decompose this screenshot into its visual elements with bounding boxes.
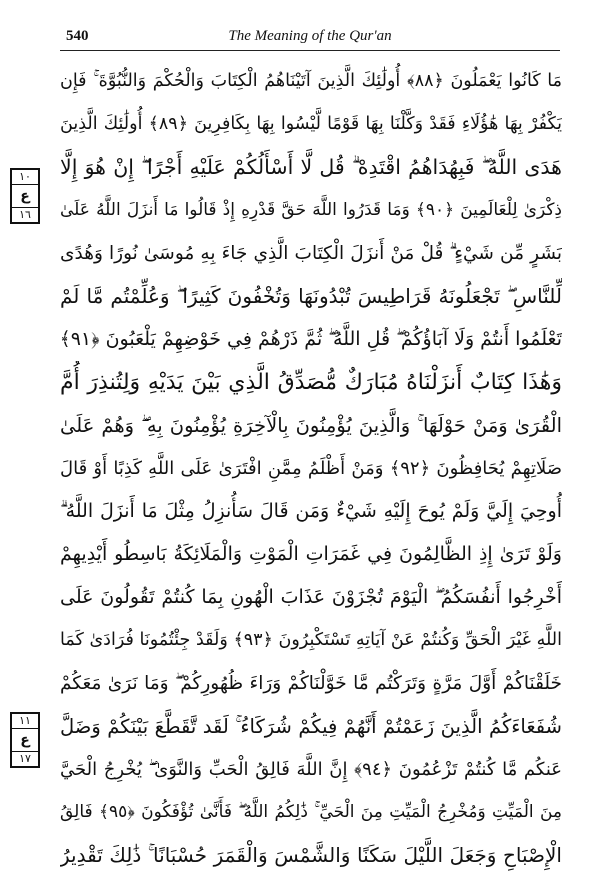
ruku-marker <box>10 712 40 768</box>
text-line: الْقُرَىٰ وَمَنْ حَوْلَهَا ۚ وَالَّذِينَ يُؤْمِنُونَ بِالْآخِرَةِ يُؤْمِنُونَ بِهِ ۖ وَهُمْ عَلَىٰ <box>60 414 562 437</box>
text-line: عَنكُم مَّا كُنتُمْ تَزْعُمُونَ ﴿٩٤﴾ إِنَّ اللَّهَ فَالِقُ الْحَبِّ وَالنَّوَىٰ ۖ يُخْرِجُ الْحَيَّ <box>60 759 562 780</box>
ruku-marker-top: ١١ <box>12 714 38 729</box>
arabic-text-body <box>60 60 562 867</box>
text-line: صَلَاتِهِمْ يُحَافِظُونَ ﴿٩٢﴾ وَمَنْ أَظْلَمُ مِمَّنِ افْتَرَىٰ عَلَى اللَّهِ كَذِبًا أَوْ قَالَ <box>60 458 562 479</box>
text-line: أُوحِيَ إِلَيَّ وَلَمْ يُوحَ إِلَيْهِ شَيْءٌ وَمَن قَالَ سَأُنزِلُ مِثْلَ مَا أَنزَلَ اللَّهُ ۗ <box>60 500 562 522</box>
ruku-marker-bottom: ١٦ <box>19 208 31 221</box>
text-line: وَهَٰذَا كِتَابٌ أَنزَلْنَاهُ مُبَارَكٌ مُّصَدِّقُ الَّذِي بَيْنَ يَدَيْهِ وَلِتُنذِرَ أُمَّ <box>60 370 562 395</box>
running-title: The Meaning of the Qur'an <box>228 28 392 44</box>
ruku-marker-bottom: ١٧ <box>19 752 31 765</box>
text-line: وَلَوْ تَرَىٰ إِذِ الظَّالِمُونَ فِي غَمَرَاتِ الْمَوْتِ وَالْمَلَائِكَةُ بَاسِطُو أَيْدِيهِمْ <box>60 543 562 565</box>
ruku-marker-symbol: ع <box>12 185 38 208</box>
text-line: تَعْلَمُوا أَنتُمْ وَلَا آبَاؤُكُمْ ۖ قُلِ اللَّهُ ۖ ثُمَّ ذَرْهُمْ فِي خَوْضِهِمْ يَلْعَبُونَ ﴿٩١﴾ <box>60 328 562 350</box>
text-line: مِنَ الْمَيِّتِ وَمُخْرِجُ الْمَيِّتِ مِنَ الْحَيِّ ۚ ذَٰلِكُمُ اللَّهُ ۖ فَأَنَّىٰ تُؤْفَكُونَ ﴿٩٥﴾ فَالِقُ <box>60 802 562 822</box>
text-line: لِّلنَّاسِ ۖ تَجْعَلُونَهُ قَرَاطِيسَ تُبْدُونَهَا وَتُخْفُونَ كَثِيرًا ۖ وَعُلِّمْتُم مَّا لَمْ <box>60 284 562 308</box>
text-line: الْإِصْبَاحِ وَجَعَلَ اللَّيْلَ سَكَنًا وَالشَّمْسَ وَالْقَمَرَ حُسْبَانًا ۚ ذَٰلِكَ تَقْدِيرُ <box>60 843 562 867</box>
text-line: يَكْفُرْ بِهَا هَٰؤُلَاءِ فَقَدْ وَكَّلْنَا بِهَا قَوْمًا لَّيْسُوا بِهَا بِكَافِرِينَ ﴿٨٩﴾ أُولَٰئِكَ الَّذِينَ <box>60 114 562 134</box>
text-line: أَخْرِجُوا أَنفُسَكُمُ ۖ الْيَوْمَ تُجْزَوْنَ عَذَابَ الْهُونِ بِمَا كُنتُمْ تَقُولُونَ عَلَى <box>60 586 562 608</box>
text-line: بَشَرٍ مِّن شَيْءٍ ۗ قُلْ مَنْ أَنزَلَ الْكِتَابَ الَّذِي جَاءَ بِهِ مُوسَىٰ نُورًا وَهُدًى <box>60 243 562 264</box>
text-line: هَدَى اللَّهُ ۖ فَبِهُدَاهُمُ اقْتَدِهْ ۗ قُل لَّا أَسْأَلُكُمْ عَلَيْهِ أَجْرًا ۖ إِنْ هُوَ إِلَّا <box>60 155 562 179</box>
text-line: اللَّهِ غَيْرَ الْحَقِّ وَكُنتُمْ عَنْ آيَاتِهِ تَسْتَكْبِرُونَ ﴿٩٣﴾ وَلَقَدْ جِئْتُمُونَا فُرَادَىٰ كَمَا <box>60 630 562 650</box>
text-line: شُفَعَاءَكُمُ الَّذِينَ زَعَمْتُمْ أَنَّهُمْ فِيكُمْ شُرَكَاءُ ۚ لَقَد تَّقَطَّعَ بَيْنَكُمْ وَضَلَّ <box>60 715 562 738</box>
page-header <box>60 26 560 51</box>
text-line: مَا كَانُوا يَعْمَلُونَ ﴿٨٨﴾ أُولَٰئِكَ الَّذِينَ آتَيْنَاهُمُ الْكِتَابَ وَالْحُكْمَ وَالنُّبُوَّةَ ۚ فَإِن <box>60 71 562 91</box>
ruku-marker <box>10 168 40 224</box>
page-number: 540 <box>66 28 89 44</box>
ruku-marker-top: ١٠ <box>12 170 38 185</box>
text-line: ذِكْرَىٰ لِلْعَالَمِينَ ﴿٩٠﴾ وَمَا قَدَرُوا اللَّهَ حَقَّ قَدْرِهِ إِذْ قَالُوا مَا أَنزَلَ اللَّهُ عَلَىٰ <box>60 200 562 220</box>
ruku-marker-symbol: ع <box>12 729 38 752</box>
text-line: خَلَقْنَاكُمْ أَوَّلَ مَرَّةٍ وَتَرَكْتُم مَّا خَوَّلْنَاكُمْ وَرَاءَ ظُهُورِكُمْ ۖ وَمَا نَرَىٰ مَعَكُمْ <box>60 673 562 694</box>
